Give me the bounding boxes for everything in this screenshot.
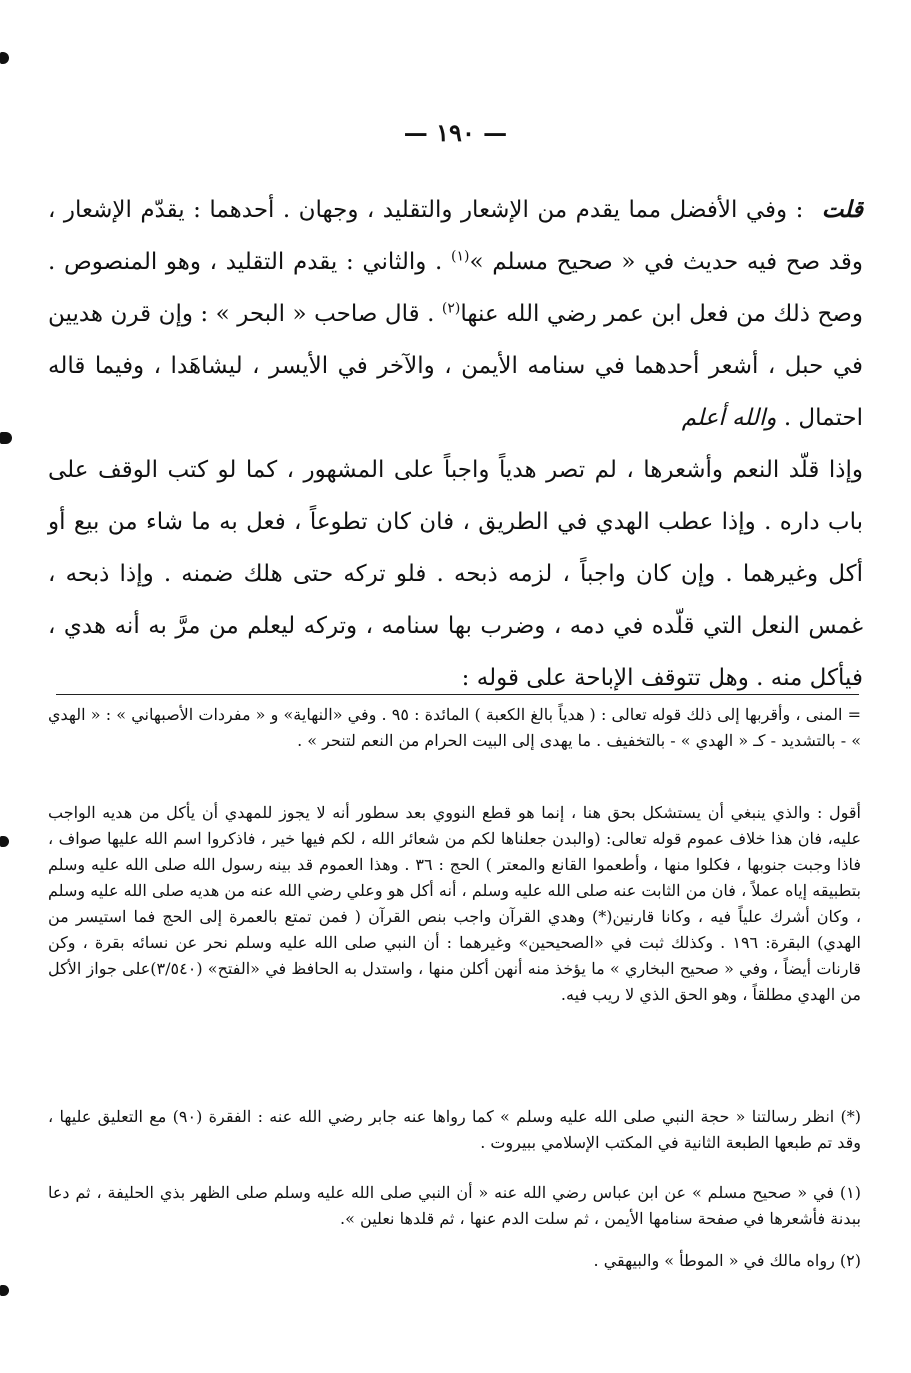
footnote-ref[interactable]: (٢): [441, 300, 461, 317]
main-paragraph-1: [48, 184, 863, 444]
footnote-ref[interactable]: (١): [451, 248, 470, 265]
editor-comment: أقول : والذي ينبغي أن يستشكل بحق هنا ، إنما هو قطع النووي بعد سطور أنه لا يجوز للمهدي أن يأكل من هديه الواجب عليه، فان هذا خلاف عموم قوله تعالى: (والبدن جعلناها لكم من شعائر الله ، لكم فيها خير ، فاذكروا اسم الله عليها صواف ، فاذا وجبت جنوبها ، فكلوا منها ، وأطعموا القانع والمعتر ) الحج : ٣٦ . وهذا العموم قد بينه رسول الله صلى الله عليه وسلم بتطبيقه إياه عملاً ، فان من الثابت عنه صلى الله عليه وسلم ، أنه أكل هو وعلي رضي الله عنه من هديه صلى الله عليه وسلم ، وكان أشرك علياً فيه ، وكانا قارنين(*) وهدي القرآن واجب بنص القرآن ( فمن تمتع بالعمرة إلى الحج فما استيسر من الهدي) البقرة: ١٩٦ . وكذلك ثبت في «الصحيحين» وغيرهما : أن النبي صلى الله عليه وسلم نحر عن نسائه بقرة ، وكن قارنات أيضاً ، وفي « صحيح البخاري » ما يؤخذ منه أنهن أكلن منها ، واستدل به الحافظ في «الفتح» (٣/٥٤٠)على جواز الأكل من الهدي مطلقاً ، وهو الحق الذي لا ريب فيه.: [48, 803, 862, 1004]
scan-edge-mark: [0, 52, 9, 64]
page-number: — ١٩٠ —: [403, 118, 508, 147]
main-paragraph-2: وإذا قلّد النعم وأشعرها ، لم تصر هدياً واجباً على المشهور ، كما لو كتب الوقف على باب داره . وإذا عطب الهدي في الطريق ، فان كان تطوعاً ، فعل به ما شاء من بيع أو أكل وغيرهما . وإن كان واجباً ، لزمه ذبحه . فلو تركه حتى هلك ضمنه . وإذا ذبحه ، غمس النعل التي قلّده في دمه ، وضرب بها سنامه ، وتركه ليعلم من مرَّ به أنه هدي ، فيأكل منه . وهل تتوقف الإباحة على قوله :: [48, 457, 863, 691]
footnote-2: (٢) رواه مالك في « الموطأ » والبيهقي .: [593, 1251, 861, 1270]
footnote-continuation: = المنى ، وأقربها إلى ذلك قوله تعالى : ( هدياً بالغ الكعبة ) المائدة : ٩٥ . وفي «النهاية» و « مفردات الأصبهاني » : « الهدي » - بالتشديد - كـ « الهدي » - بالتخفيف . ما يهدى إلى البيت الحرام من النعم لتنحر » .: [48, 705, 862, 750]
scan-edge-mark: [0, 836, 9, 847]
lead-word: قلت: [821, 196, 863, 223]
footnote-star: (*) انظر رسالتنا « حجة النبي صلى الله عليه وسلم » كما رواها عنه جابر رضي الله عنه : الفقرة (٩٠) مع التعليق عليها ، وقد تم طبعها الطبعة الثانية في المكتب الإسلامي ببيروت .: [48, 1107, 862, 1152]
footnote-separator: [56, 694, 859, 695]
paragraph-text: : وفي الأفضل مما يقدم من الإشعار والتقليد ، وجهان . أحدهما : يقدّم الإشعار ، وقد صح فيه حديث في « صحيح مسلم »: [48, 197, 863, 275]
scan-edge-mark: [0, 1285, 9, 1296]
paragraph-text: . والثاني : يقدم التقليد ، وهو المنصوص . وصح ذلك من فعل ابن عمر رضي الله عنها: [48, 249, 863, 327]
footnote-1: (١) في « صحيح مسلم » عن ابن عباس رضي الله عنه « أن النبي صلى الله عليه وسلم صلى الظهر بذي الحليفة ، ثم دعا ببدنة فأشعرها في صفحة سنامها الأيمن ، ثم سلت الدم عنها ، ثم قلدها نعلين ».: [48, 1183, 862, 1228]
scan-edge-mark: [0, 432, 12, 444]
paragraph-text: . قال صاحب « البحر » : وإن قرن هديين في حبل ، أشعر أحدهما في سنامه الأيمن ، والآخر في الأيسر ، ليشاهَدا ، وفيما قاله احتمال .: [48, 301, 863, 431]
handwritten-closing: والله أعلم: [681, 405, 777, 431]
